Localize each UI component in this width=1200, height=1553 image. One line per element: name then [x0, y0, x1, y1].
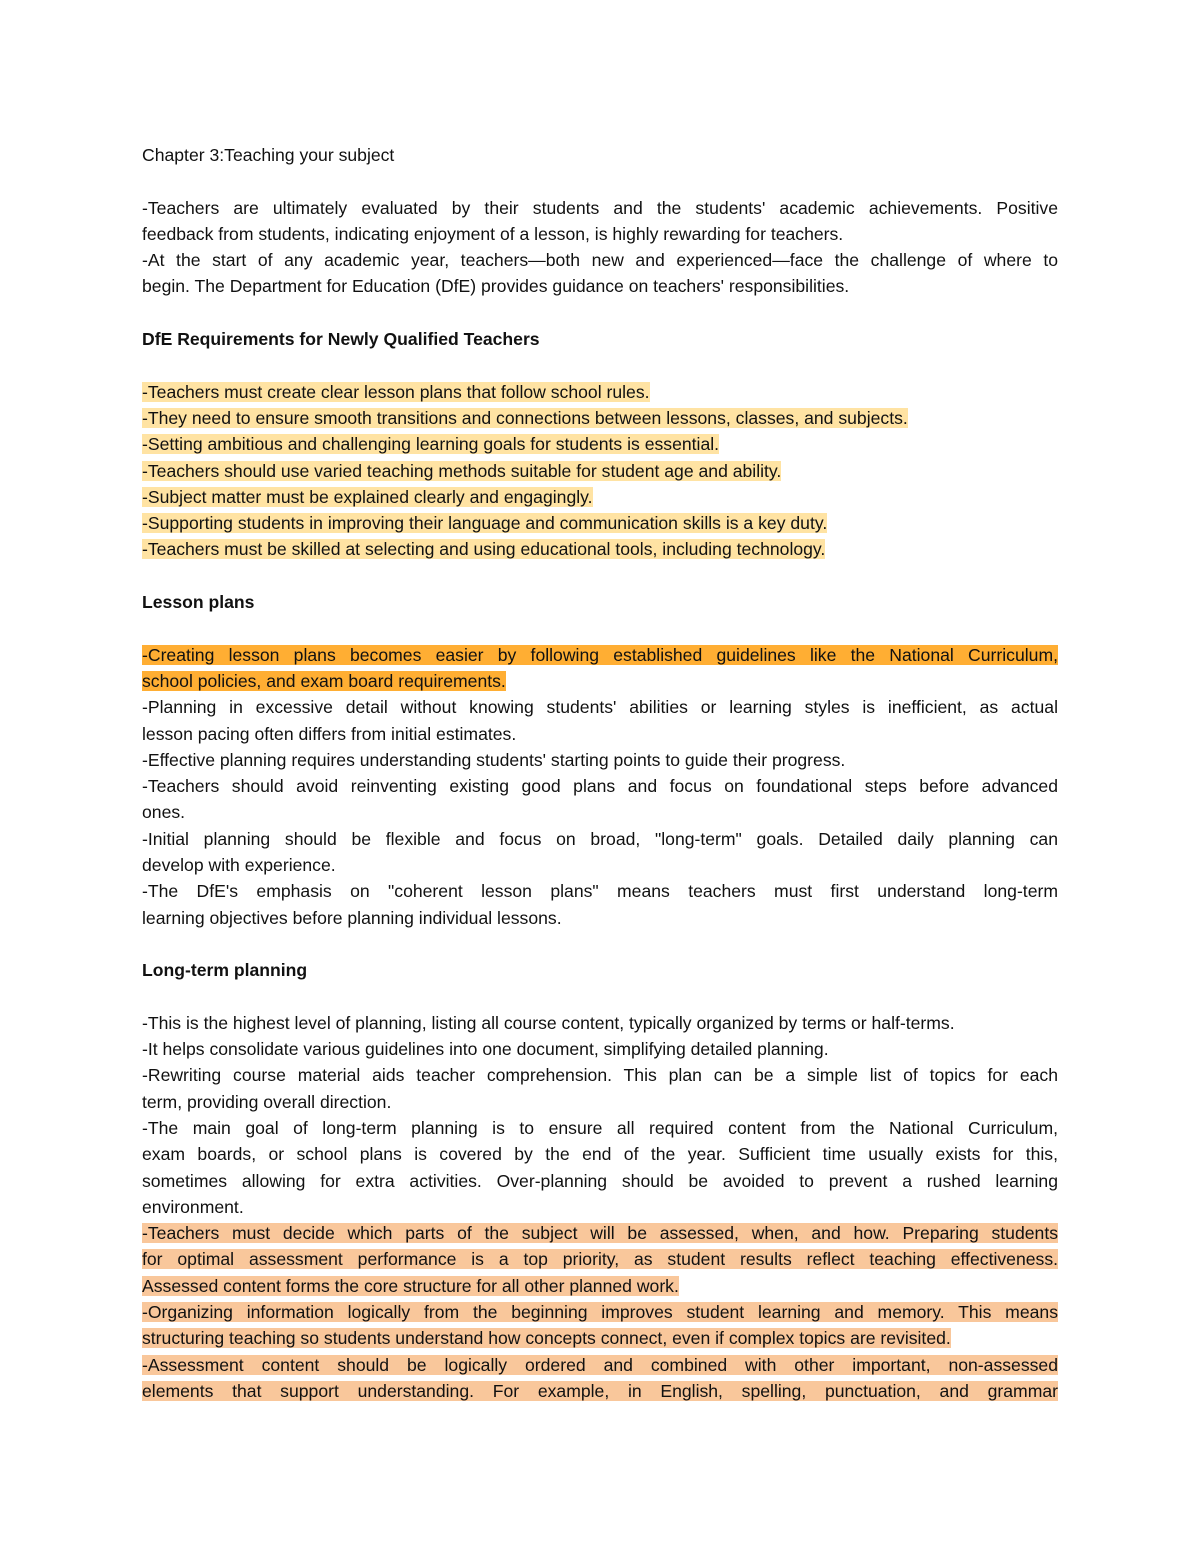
line-text: -They need to ensure smooth transitions and connections between lessons, classes, and subjects. [142, 407, 908, 428]
line-text: Lesson plans [142, 592, 255, 613]
line-text: structuring teaching so students understand how concepts connect, even if complex topics are revisited. [142, 1328, 951, 1349]
text-line [142, 1352, 1058, 1378]
line-text: sometimes allowing for extra activities. Over-planning should be avoided to prevent a rushed learning [142, 1170, 1058, 1191]
line-text: ones. [142, 802, 186, 823]
blank-line [142, 615, 1058, 641]
text-line [142, 668, 1058, 694]
line-text: begin. The Department for Education (DfE) provides guidance on teachers' responsibilities. [142, 276, 850, 297]
text-line [142, 826, 1058, 852]
line-text: Long-term planning [142, 960, 308, 981]
text-line [142, 1220, 1058, 1246]
blank-line [142, 984, 1058, 1010]
section-heading [142, 589, 1058, 615]
line-text: -Planning in excessive detail without knowing students' abilities or learning styles is inefficient, as actual [142, 697, 1058, 718]
text-line [142, 405, 1058, 431]
line-text: exam boards, or school plans is covered by the end of the year. Sufficient time usually exists for this, [142, 1144, 1058, 1165]
line-text: -Organizing information logically from the beginning improves student learning and memory. This means [142, 1302, 1058, 1323]
line-text: -Teachers should avoid reinventing existing good plans and focus on foundational steps before advanced [142, 776, 1058, 797]
text-line [142, 852, 1058, 878]
line-text: -Teachers must be skilled at selecting and using educational tools, including technology. [142, 539, 826, 560]
section-heading [142, 957, 1058, 983]
text-line [142, 1141, 1058, 1167]
text-line [142, 1246, 1058, 1272]
blank-line [142, 168, 1058, 194]
line-text: -The main goal of long-term planning is to ensure all required content from the National Curriculum, [142, 1117, 1058, 1138]
text-line [142, 905, 1058, 931]
line-text: DfE Requirements for Newly Qualified Teachers [142, 329, 540, 350]
text-line [142, 1299, 1058, 1325]
line-text: -The DfE's emphasis on "coherent lesson plans" means teachers must first understand long-term [142, 881, 1058, 902]
text-line [142, 484, 1058, 510]
text-line [142, 221, 1058, 247]
line-text: environment. [142, 1196, 244, 1217]
line-text: -Subject matter must be explained clearly and engagingly. [142, 486, 593, 507]
text-line [142, 273, 1058, 299]
document-body [142, 142, 1058, 1404]
line-text: -Assessment content should be logically ordered and combined with other important, non-assessed [142, 1354, 1058, 1375]
line-text: -At the start of any academic year, teachers—both new and experienced—face the challenge of where to [142, 250, 1058, 271]
line-text: -Teachers are ultimately evaluated by their students and the students' academic achievements. Positive [142, 197, 1058, 218]
line-text: develop with experience. [142, 855, 336, 876]
line-text: -Creating lesson plans becomes easier by following established guidelines like the National Curriculum, [142, 644, 1058, 665]
text-line [142, 1089, 1058, 1115]
text-line [142, 431, 1058, 457]
line-text: Assessed content forms the core structure for all other planned work. [142, 1275, 679, 1296]
text-line [142, 1378, 1058, 1404]
text-line [142, 642, 1058, 668]
text-line [142, 747, 1058, 773]
text-line [142, 1115, 1058, 1141]
line-text: Chapter 3:Teaching your subject [142, 145, 395, 165]
text-line [142, 1062, 1058, 1088]
section-heading [142, 326, 1058, 352]
text-line [142, 1325, 1058, 1351]
line-text: -Supporting students in improving their language and communication skills is a key duty. [142, 513, 828, 534]
line-text: learning objectives before planning individual lessons. [142, 907, 562, 928]
text-line [142, 247, 1058, 273]
line-text: elements that support understanding. For example, in English, spelling, punctuation, and grammar [142, 1380, 1058, 1401]
text-line [142, 773, 1058, 799]
line-text: -Effective planning requires understanding students' starting points to guide their progress. [142, 749, 846, 770]
text-line [142, 694, 1058, 720]
line-text: school policies, and exam board requirements. [142, 670, 506, 691]
blank-line [142, 931, 1058, 957]
text-line [142, 1168, 1058, 1194]
text-line [142, 536, 1058, 562]
line-text: -Teachers should use varied teaching methods suitable for student age and ability. [142, 460, 782, 481]
line-text: -It helps consolidate various guidelines into one document, simplifying detailed planning. [142, 1039, 829, 1060]
text-line [142, 195, 1058, 221]
text-line [142, 510, 1058, 536]
line-text: -This is the highest level of planning, listing all course content, typically organized by terms or half-terms. [142, 1012, 955, 1033]
line-text: -Rewriting course material aids teacher comprehension. This plan can be a simple list of topics for each [142, 1065, 1058, 1086]
text-line [142, 1010, 1058, 1036]
line-text: for optimal assessment performance is a top priority, as student results reflect teaching effectiveness. [142, 1249, 1058, 1270]
text-line [142, 1273, 1058, 1299]
text-line [142, 1194, 1058, 1220]
line-text: feedback from students, indicating enjoyment of a lesson, is highly rewarding for teachers. [142, 223, 844, 244]
line-text: lesson pacing often differs from initial estimates. [142, 723, 517, 744]
blank-line [142, 300, 1058, 326]
text-line [142, 379, 1058, 405]
text-line [142, 799, 1058, 825]
text-line [142, 1036, 1058, 1062]
blank-line [142, 352, 1058, 378]
text-line [142, 878, 1058, 904]
line-text: -Teachers must decide which parts of the subject will be assessed, when, and how. Preparing students [142, 1223, 1058, 1244]
chapter-title [142, 142, 1058, 168]
line-text: -Initial planning should be flexible and focus on broad, "long-term" goals. Detailed daily planning can [142, 828, 1058, 849]
line-text: term, providing overall direction. [142, 1091, 392, 1112]
line-text: -Teachers must create clear lesson plans that follow school rules. [142, 381, 650, 402]
line-text: -Setting ambitious and challenging learning goals for students is essential. [142, 434, 720, 455]
text-line [142, 458, 1058, 484]
text-line [142, 721, 1058, 747]
blank-line [142, 563, 1058, 589]
